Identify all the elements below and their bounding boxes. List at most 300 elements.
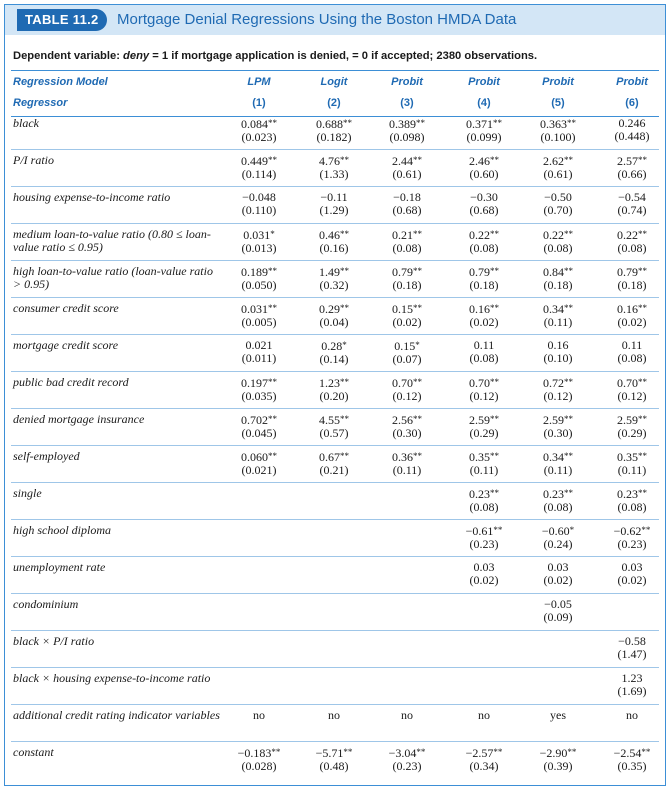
table-cell	[223, 228, 295, 255]
table-row	[11, 150, 659, 187]
standard-error-value: (0.045)	[241, 426, 277, 440]
standard-error-value: (0.61)	[392, 167, 422, 181]
coefficient-value: 2.56**	[392, 413, 422, 427]
coefficient-value: −0.11	[320, 190, 348, 204]
table-cell	[298, 413, 370, 440]
coefficient-value: 0.79**	[469, 265, 499, 279]
dependent-variable-note	[13, 49, 659, 63]
table-row	[11, 409, 659, 446]
table-cell	[371, 228, 443, 255]
table-cell	[596, 672, 668, 698]
table-cell	[522, 265, 594, 292]
regressor-label: Regressor	[13, 97, 68, 109]
table-cell	[522, 191, 594, 217]
table-cell	[448, 191, 520, 217]
row-label: P/I ratio	[13, 153, 54, 167]
coefficient-value: −2.90**	[539, 746, 577, 760]
table-cell	[371, 746, 443, 773]
row-label: high loan-to-value ratio (loan-value ratio > 0.95)	[13, 264, 213, 291]
table-cell	[522, 117, 594, 144]
coefficient-value: −5.71**	[315, 746, 353, 760]
coefficient-value: 0.197**	[241, 376, 277, 390]
table-cell	[223, 154, 295, 181]
coefficient-value: 0.67**	[319, 450, 349, 464]
table-cell	[371, 339, 443, 366]
table-cell	[371, 191, 443, 217]
coefficient-value: 0.23**	[543, 487, 573, 501]
row-label: unemployment rate	[13, 560, 106, 574]
table-cell	[298, 746, 370, 773]
table-row	[11, 557, 659, 594]
standard-error-value: (0.23)	[617, 537, 647, 551]
table-cell	[522, 598, 594, 624]
title-bar	[5, 5, 665, 35]
standard-error-value: (0.12)	[392, 389, 422, 403]
standard-error-value: (0.08)	[392, 241, 422, 255]
table-title: Mortgage Denial Regressions Using the Boston HMDA Data	[117, 11, 517, 28]
standard-error-value: (0.08)	[469, 351, 499, 365]
dependent-rest: = 1 if mortgage application is denied, = 0 if accepted; 2380 observations.	[149, 50, 538, 62]
coefficient-value: 0.22**	[617, 228, 647, 242]
coefficient-value: 0.22**	[543, 228, 573, 242]
coefficient-value: 0.449**	[241, 154, 277, 168]
standard-error-value: (1.47)	[617, 647, 647, 661]
column-number-1: (1)	[252, 97, 266, 109]
coefficient-value: −0.54	[618, 190, 646, 204]
standard-error-value: (0.11)	[392, 463, 422, 477]
table-cell	[522, 450, 594, 477]
coefficient-value: 0.03	[547, 560, 569, 574]
coefficient-value: 0.16**	[617, 302, 647, 316]
coefficient-value: 0.21**	[392, 228, 422, 242]
coefficient-value: 4.55**	[319, 413, 349, 427]
row-label: denied mortgage insurance	[13, 412, 145, 426]
coefficient-value: no	[478, 708, 490, 722]
table-cell	[298, 376, 370, 403]
table-cell	[448, 339, 520, 365]
coefficient-value: 0.371**	[466, 117, 502, 131]
table-row	[11, 483, 659, 520]
standard-error-value: (0.021)	[241, 463, 277, 477]
table-row	[11, 187, 659, 224]
table-cell	[371, 450, 443, 477]
coefficient-value: no	[401, 708, 413, 722]
column-model-3: Probit	[391, 76, 423, 88]
coefficient-value: 1.23	[621, 671, 643, 685]
table-cell	[223, 450, 295, 477]
coefficient-value: 0.35**	[617, 450, 647, 464]
coefficient-value: 0.34**	[543, 302, 573, 316]
standard-error-value: (0.11)	[543, 463, 573, 477]
standard-error-value: (0.08)	[543, 241, 573, 255]
standard-error-value: (0.20)	[319, 389, 349, 403]
standard-error-value: (0.39)	[543, 759, 573, 773]
standard-error-value: (0.09)	[543, 610, 573, 624]
coefficient-value: 0.389**	[389, 117, 425, 131]
standard-error-value: (0.11)	[617, 463, 647, 477]
table-cell	[223, 746, 295, 773]
table-cell	[596, 191, 668, 217]
table-cell	[596, 302, 668, 329]
header-top-rule	[11, 70, 659, 71]
standard-error-value: (0.10)	[543, 351, 573, 365]
row-label: consumer credit score	[13, 301, 119, 315]
coefficient-value: 0.23**	[617, 487, 647, 501]
table-cell	[522, 376, 594, 403]
standard-error-value: (0.24)	[543, 537, 573, 551]
table-cell	[596, 228, 668, 255]
row-label: black × housing expense-to-income ratio	[13, 671, 211, 685]
standard-error-value: (0.182)	[316, 130, 352, 144]
table-cell	[522, 561, 594, 587]
column-number-6: (6)	[625, 97, 639, 109]
standard-error-value: (0.02)	[617, 573, 647, 587]
table-row	[11, 224, 659, 261]
standard-error-value: (0.08)	[469, 241, 499, 255]
table-cell	[596, 413, 668, 440]
coefficient-value: 0.46**	[319, 228, 349, 242]
table-row	[11, 520, 659, 557]
coefficient-value: −0.60*	[541, 524, 575, 538]
coefficient-value: 0.35**	[469, 450, 499, 464]
standard-error-value: (0.34)	[469, 759, 499, 773]
coefficient-value: 0.021	[245, 338, 273, 352]
coefficient-value: −2.57**	[465, 746, 503, 760]
table-row	[11, 335, 659, 372]
table-cell	[522, 524, 594, 551]
standard-error-value: (0.011)	[241, 351, 277, 365]
coefficient-value: 0.70**	[617, 376, 647, 390]
coefficient-value: 0.34**	[543, 450, 573, 464]
table-cell	[448, 413, 520, 440]
table-cell	[371, 302, 443, 329]
standard-error-value: (0.11)	[469, 463, 499, 477]
table-cell	[596, 709, 668, 722]
standard-error-value: (0.04)	[319, 315, 349, 329]
coefficient-value: 0.11	[473, 338, 495, 352]
standard-error-value: (0.66)	[617, 167, 647, 181]
table-row	[11, 668, 659, 705]
coefficient-value: 2.46**	[469, 154, 499, 168]
row-label: public bad credit record	[13, 375, 129, 389]
standard-error-value: (0.12)	[469, 389, 499, 403]
standard-error-value: (0.35)	[617, 759, 647, 773]
coefficient-value: −2.54**	[613, 746, 651, 760]
standard-error-value: (0.08)	[543, 500, 573, 514]
table-cell	[596, 376, 668, 403]
standard-error-value: (0.08)	[617, 500, 647, 514]
table-cell	[448, 228, 520, 255]
table-cell	[223, 117, 295, 144]
table-cell	[596, 746, 668, 773]
standard-error-value: (0.08)	[617, 351, 647, 365]
table-row	[11, 261, 659, 298]
coefficient-value: 0.23**	[469, 487, 499, 501]
coefficient-value: 0.246	[618, 116, 646, 130]
table-cell	[298, 450, 370, 477]
coefficient-value: 0.84**	[543, 265, 573, 279]
coefficient-value: −0.30	[470, 190, 498, 204]
standard-error-value: (0.18)	[617, 278, 647, 292]
table-cell	[522, 746, 594, 773]
regression-model-label: Regression Model	[13, 76, 108, 88]
table-cell	[371, 709, 443, 722]
coefficient-value: 2.59**	[543, 413, 573, 427]
standard-error-value: (0.61)	[543, 167, 573, 181]
table-cell	[223, 376, 295, 403]
row-label: single	[13, 486, 42, 500]
coefficient-value: 0.688**	[316, 117, 352, 131]
table-cell	[522, 709, 594, 722]
standard-error-value: (0.110)	[241, 203, 277, 217]
table-cell	[371, 413, 443, 440]
standard-error-value: (1.29)	[319, 203, 349, 217]
table-cell	[522, 154, 594, 181]
standard-error-value: (0.30)	[543, 426, 573, 440]
coefficient-value: −0.50	[544, 190, 572, 204]
coefficient-value: 0.28*	[321, 339, 347, 353]
dependent-var-name: deny	[123, 50, 150, 62]
table-cell	[596, 154, 668, 181]
table-cell	[448, 302, 520, 329]
standard-error-value: (0.023)	[241, 130, 277, 144]
table-cell	[448, 450, 520, 477]
table-cell	[298, 302, 370, 329]
table-cell	[371, 265, 443, 292]
standard-error-value: (0.005)	[241, 315, 277, 329]
standard-error-value: (0.70)	[543, 203, 573, 217]
standard-error-value: (0.16)	[319, 241, 349, 255]
column-model-6: Probit	[616, 76, 648, 88]
coefficient-value: −0.183**	[237, 746, 281, 760]
coefficient-value: 0.702**	[241, 413, 277, 427]
table-cell	[448, 487, 520, 514]
column-number-2: (2)	[327, 97, 341, 109]
standard-error-value: (0.028)	[241, 759, 277, 773]
table-row	[11, 705, 659, 742]
standard-error-value: (0.48)	[319, 759, 349, 773]
standard-error-value: (0.12)	[617, 389, 647, 403]
standard-error-value: (0.68)	[469, 203, 499, 217]
standard-error-value: (0.100)	[540, 130, 576, 144]
coefficient-value: no	[626, 708, 638, 722]
table-cell	[522, 302, 594, 329]
table-number-tag: TABLE 11.2	[17, 9, 107, 31]
row-label: self-employed	[13, 449, 80, 463]
standard-error-value: (0.035)	[241, 389, 277, 403]
coefficient-value: 0.031**	[241, 302, 277, 316]
coefficient-value: 0.70**	[392, 376, 422, 390]
standard-error-value: (0.21)	[319, 463, 349, 477]
table-cell	[223, 302, 295, 329]
coefficient-value: 0.79**	[617, 265, 647, 279]
table-cell	[223, 709, 295, 722]
standard-error-value: (0.02)	[543, 573, 573, 587]
table-cell	[298, 709, 370, 722]
coefficient-value: 0.363**	[540, 117, 576, 131]
table-cell	[596, 117, 668, 143]
coefficient-value: −0.05	[544, 597, 572, 611]
standard-error-value: (0.099)	[466, 130, 502, 144]
coefficient-value: 0.70**	[469, 376, 499, 390]
standard-error-value: (0.11)	[543, 315, 573, 329]
coefficient-value: 1.49**	[319, 265, 349, 279]
table-row	[11, 594, 659, 631]
column-model-5: Probit	[542, 76, 574, 88]
column-number-5: (5)	[551, 97, 565, 109]
table-cell	[223, 339, 295, 365]
coefficient-value: −3.04**	[388, 746, 426, 760]
row-label: mortgage credit score	[13, 338, 119, 352]
coefficient-value: 2.57**	[617, 154, 647, 168]
coefficient-value: 2.44**	[392, 154, 422, 168]
standard-error-value: (0.32)	[319, 278, 349, 292]
table-cell	[448, 154, 520, 181]
coefficient-value: 0.79**	[392, 265, 422, 279]
table-cell	[298, 191, 370, 217]
column-number-4: (4)	[477, 97, 491, 109]
standard-error-value: (0.30)	[392, 426, 422, 440]
row-label: black	[13, 116, 39, 130]
coefficient-value: 4.76**	[319, 154, 349, 168]
table-cell	[448, 524, 520, 551]
standard-error-value: (0.18)	[392, 278, 422, 292]
row-label: constant	[13, 745, 54, 759]
table-cell	[298, 339, 370, 366]
standard-error-value: (0.12)	[543, 389, 573, 403]
table-cell	[522, 487, 594, 514]
standard-error-value: (0.013)	[241, 241, 277, 255]
standard-error-value: (1.69)	[617, 684, 647, 698]
table-row	[11, 298, 659, 335]
coefficient-value: 0.189**	[241, 265, 277, 279]
table-cell	[448, 376, 520, 403]
coefficient-value: 2.59**	[469, 413, 499, 427]
row-label: condominium	[13, 597, 79, 611]
column-model-4: Probit	[468, 76, 500, 88]
row-label: high school diploma	[13, 523, 111, 537]
table-cell	[298, 265, 370, 292]
coefficient-value: 0.22**	[469, 228, 499, 242]
table-cell	[448, 561, 520, 587]
table-frame	[4, 4, 666, 786]
standard-error-value: (0.29)	[617, 426, 647, 440]
table-cell	[522, 339, 594, 365]
table-cell	[522, 228, 594, 255]
standard-error-value: (1.33)	[319, 167, 349, 181]
table-row	[11, 372, 659, 409]
coefficient-value: −0.58	[618, 634, 646, 648]
standard-error-value: (0.050)	[241, 278, 277, 292]
table-cell	[223, 413, 295, 440]
standard-error-value: (0.14)	[319, 352, 349, 366]
row-label: black × P/I ratio	[13, 634, 95, 648]
coefficient-value: 0.16	[547, 338, 569, 352]
table-row	[11, 742, 659, 779]
table-cell	[223, 265, 295, 292]
standard-error-value: (0.098)	[389, 130, 425, 144]
table-cell	[596, 339, 668, 365]
table-cell	[371, 376, 443, 403]
standard-error-value: (0.57)	[319, 426, 349, 440]
table-cell	[371, 154, 443, 181]
table-cell	[522, 413, 594, 440]
coefficient-value: 0.11	[621, 338, 643, 352]
table-cell	[596, 561, 668, 587]
coefficient-value: −0.18	[393, 190, 421, 204]
coefficient-value: −0.048	[242, 190, 276, 204]
table-row	[11, 631, 659, 668]
coefficient-value: 0.29**	[319, 302, 349, 316]
table-cell	[223, 191, 295, 217]
column-number-3: (3)	[400, 97, 414, 109]
standard-error-value: (0.114)	[241, 167, 277, 181]
standard-error-value: (0.08)	[469, 500, 499, 514]
standard-error-value: (0.60)	[469, 167, 499, 181]
dependent-prefix: Dependent variable:	[13, 50, 124, 62]
standard-error-value: (0.02)	[469, 315, 499, 329]
table-cell	[596, 487, 668, 514]
standard-error-value: (0.18)	[469, 278, 499, 292]
standard-error-value: (0.29)	[469, 426, 499, 440]
standard-error-value: (0.08)	[617, 241, 647, 255]
table-cell	[448, 265, 520, 292]
coefficient-value: −0.62**	[613, 524, 651, 538]
row-label: housing expense-to-income ratio	[13, 190, 171, 204]
table-cell	[371, 117, 443, 144]
standard-error-value: (0.448)	[614, 129, 650, 143]
coefficient-value: 0.03	[621, 560, 643, 574]
table-cell	[448, 709, 520, 722]
table-cell	[448, 117, 520, 144]
table-row	[11, 113, 659, 150]
table-cell	[298, 228, 370, 255]
table-cell	[596, 635, 668, 661]
coefficient-value: 0.36**	[392, 450, 422, 464]
coefficient-value: 0.03	[473, 560, 495, 574]
row-label: medium loan-to-value ratio (0.80 ≤ loan-value ratio ≤ 0.95)	[13, 227, 211, 254]
coefficient-value: no	[253, 708, 265, 722]
standard-error-value: (0.02)	[392, 315, 422, 329]
standard-error-value: (0.23)	[469, 537, 499, 551]
table-cell	[448, 746, 520, 773]
standard-error-value: (0.02)	[469, 573, 499, 587]
coefficient-value: 2.62**	[543, 154, 573, 168]
standard-error-value: (0.02)	[617, 315, 647, 329]
coefficient-value: −0.61**	[465, 524, 503, 538]
coefficient-value: no	[328, 708, 340, 722]
standard-error-value: (0.07)	[392, 352, 422, 366]
coefficient-value: 2.59**	[617, 413, 647, 427]
table-cell	[596, 524, 668, 551]
coefficient-value: 0.031*	[243, 228, 275, 242]
standard-error-value: (0.18)	[543, 278, 573, 292]
standard-error-value: (0.68)	[392, 203, 422, 217]
coefficient-value: 0.16**	[469, 302, 499, 316]
column-model-1: LPM	[247, 76, 271, 88]
coefficient-value: 0.060**	[241, 450, 277, 464]
table-row	[11, 446, 659, 483]
column-model-2: Logit	[320, 76, 348, 88]
standard-error-value: (0.74)	[617, 203, 647, 217]
coefficient-value: 0.72**	[543, 376, 573, 390]
coefficient-value: yes	[550, 708, 566, 722]
table-cell	[596, 265, 668, 292]
table-cell	[298, 154, 370, 181]
coefficient-value: 0.15**	[392, 302, 422, 316]
coefficient-value: 0.084**	[241, 117, 277, 131]
standard-error-value: (0.23)	[392, 759, 422, 773]
